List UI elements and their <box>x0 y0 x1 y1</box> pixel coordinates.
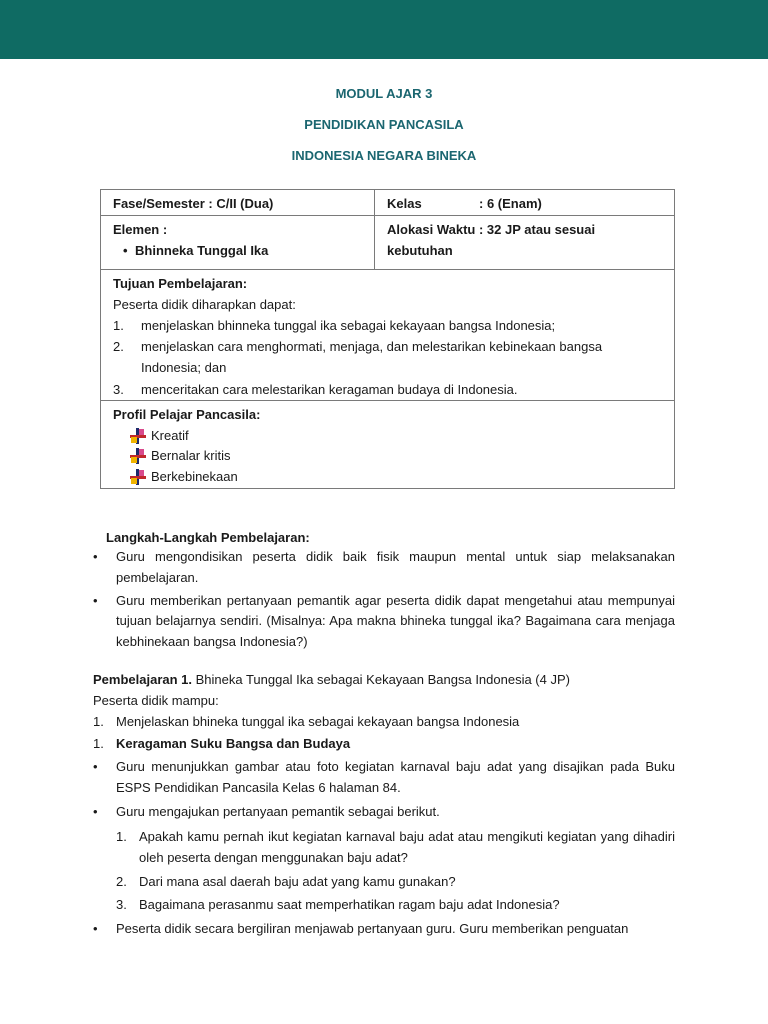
alokasi-line2: kebutuhan <box>387 242 453 258</box>
langkah-list <box>93 547 675 653</box>
list-item <box>93 802 675 823</box>
kelas-label: Kelas <box>387 196 422 211</box>
list-number: 1. <box>93 713 104 729</box>
list-item <box>113 315 662 336</box>
table-row <box>101 401 674 488</box>
list-item <box>93 826 675 869</box>
module-title: MODUL AJAR 3 <box>335 86 433 101</box>
bullet-icon: • <box>93 549 98 564</box>
profil-item-text: Berkebinekaan <box>151 468 238 484</box>
tujuan-label: Tujuan Pembelajaran: <box>113 276 248 291</box>
list-text: Guru menunjukkan gambar atau foto kegiatan karnaval baju adat yang disajikan pada Buku ESPS Pendidikan Pancasila Kelas 6 halaman 84. <box>116 759 675 795</box>
list-item <box>93 919 675 940</box>
elemen-cell <box>101 216 375 269</box>
bullet-icon: • <box>123 242 128 258</box>
list-text: Guru mengajukan pertanyaan pemantik sebagai berikut. <box>116 803 440 819</box>
pembelajaran-label: Pembelajaran 1. <box>93 672 192 687</box>
list-text-line1: menjelaskan cara menghormati, menjaga, dan melestarikan kebinekaan bangsa <box>141 339 603 354</box>
elemen-item <box>113 241 362 262</box>
subject-title: PENDIDIKAN PANCASILA <box>304 117 464 132</box>
profil-label: Profil Pelajar Pancasila: <box>113 407 261 422</box>
tujuan-cell <box>101 270 674 400</box>
list-item <box>93 734 675 755</box>
elemen-item-text: Bhinneka Tunggal Ika <box>135 242 269 258</box>
tujuan-intro: Peserta didik diharapkan dapat: <box>113 296 296 312</box>
elemen-label: Elemen : <box>113 222 168 237</box>
profil-item <box>113 467 662 488</box>
list-text: Guru mengondisikan peserta didik baik fisik maupun mental untuk siap melaksanakan pembelajaran. <box>116 549 675 585</box>
list-number: 1. <box>93 736 104 752</box>
list-item <box>113 336 662 378</box>
langkah-title: Langkah-Langkah Pembelajaran: <box>106 530 310 545</box>
list-number: 1. <box>113 318 124 333</box>
list-item <box>93 871 675 893</box>
header-bar <box>0 0 768 59</box>
pembelajaran-title <box>93 670 675 691</box>
kelas-cell <box>375 190 674 215</box>
bullet-icon: • <box>93 592 98 608</box>
list-text-line2: Indonesia; dan <box>141 360 227 375</box>
list-item <box>93 757 675 799</box>
pembelajaran-intro: Peserta didik mampu: <box>93 692 219 708</box>
cross-bullet-icon <box>129 448 147 464</box>
list-text: Guru memberikan pertanyaan pemantik agar peserta didik dapat mengetahui atau mempunyai tujuan belajarnya sendiri. (Misalnya: Apa makna bhineka tunggal ika? Bagaimana cara menjaga kebhinekaan bangsa Indonesia?) <box>116 592 675 650</box>
profil-cell <box>101 401 674 488</box>
list-text: Menjelaskan bhineka tunggal ika sebagai kekayaan bangsa Indonesia <box>116 713 520 729</box>
list-number: 3. <box>116 897 127 913</box>
module-info-table <box>100 189 675 489</box>
list-text: menjelaskan bhinneka tunggal ika sebagai kekayaan bangsa Indonesia; <box>141 318 556 333</box>
list-text: Dari mana asal daerah baju adat yang kamu gunakan? <box>139 873 456 889</box>
list-item <box>93 894 675 916</box>
table-row <box>101 216 674 270</box>
fase-cell: Fase/Semester : C/II (Dua) <box>101 190 375 215</box>
profil-item <box>113 446 662 467</box>
list-text <box>141 336 662 378</box>
list-item <box>93 591 675 653</box>
list-item <box>113 379 662 400</box>
list-item <box>93 712 675 733</box>
alokasi-cell <box>375 216 674 269</box>
pembelajaran-section <box>93 670 675 939</box>
cross-bullet-icon <box>129 469 147 485</box>
list-item <box>93 547 675 589</box>
list-text: Bagaimana perasanmu saat memperhatikan ragam baju adat Indonesia? <box>139 897 560 913</box>
list-number: 3. <box>113 382 124 397</box>
bullet-icon: • <box>93 920 98 936</box>
profil-item <box>113 426 662 447</box>
cross-bullet-icon <box>129 428 147 444</box>
pembelajaran-title-text: Bhineka Tunggal Ika sebagai Kekayaan Bangsa Indonesia (4 JP) <box>192 672 570 687</box>
list-number: 1. <box>116 828 127 844</box>
profil-item-text: Bernalar kritis <box>151 448 231 463</box>
table-row <box>101 190 674 216</box>
section-heading: Keragaman Suku Bangsa dan Budaya <box>116 736 351 752</box>
list-text: menceritakan cara melestarikan keragaman budaya di Indonesia. <box>141 382 518 397</box>
table-row <box>101 270 674 401</box>
profil-item-text: Kreatif <box>151 427 189 443</box>
alokasi-line1: Alokasi Waktu : 32 JP atau sesuai <box>387 222 596 237</box>
kelas-value: : 6 (Enam) <box>479 196 542 211</box>
list-number: 2. <box>116 873 127 889</box>
bullet-icon: • <box>93 759 98 775</box>
topic-title: INDONESIA NEGARA BINEKA <box>291 148 477 163</box>
list-text: Apakah kamu pernah ikut kegiatan karnaval baju adat atau mengikuti kegiatan yang dihadiri oleh peserta dengan menggunakan baju adat? <box>139 828 675 866</box>
list-number: 2. <box>113 339 124 354</box>
bullet-icon: • <box>93 803 98 819</box>
list-text: Peserta didik secara bergiliran menjawab pertanyaan guru. Guru memberikan penguatan <box>116 920 629 936</box>
